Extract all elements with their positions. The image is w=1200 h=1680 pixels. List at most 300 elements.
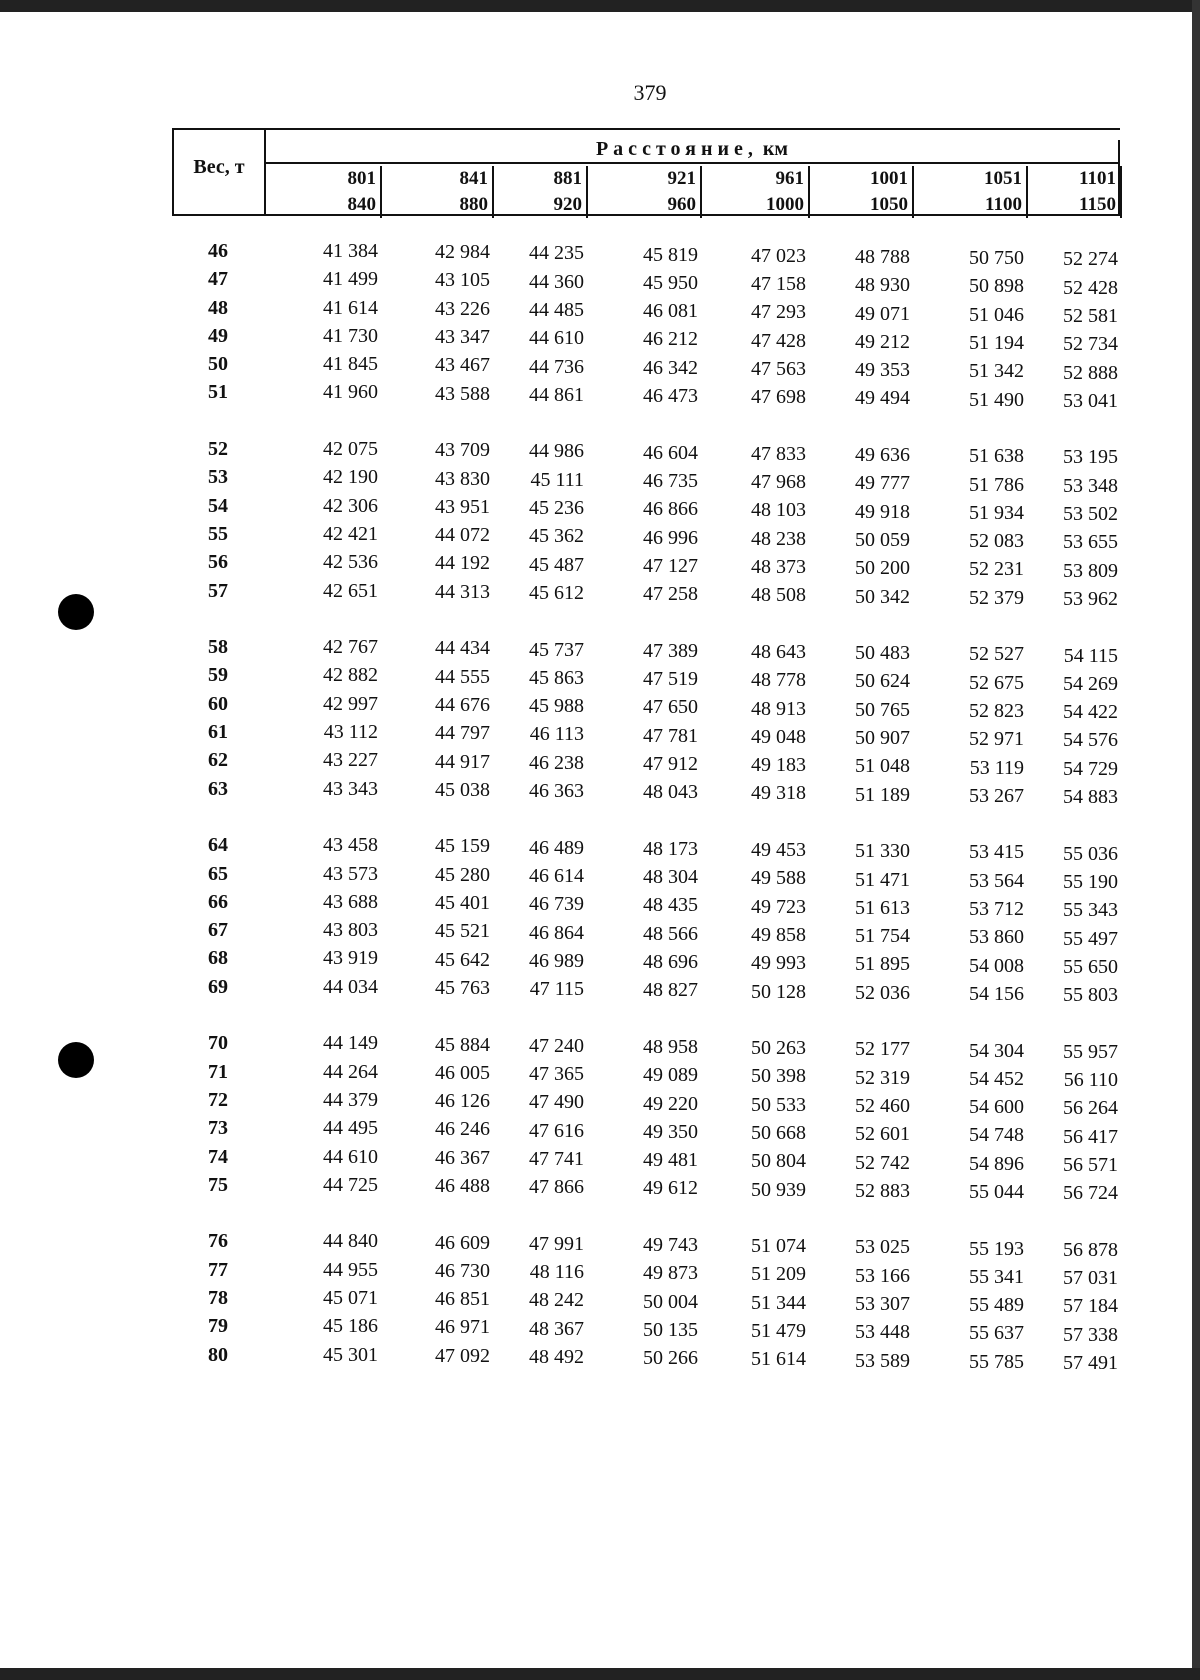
- value-cell: 43 227: [323, 749, 378, 772]
- value-cell: 43 830: [435, 467, 490, 490]
- value-cell: 49 048: [751, 725, 806, 748]
- value-cell: 53 166: [855, 1264, 910, 1287]
- value-cell: 51 490: [969, 388, 1024, 411]
- value-cell: 45 301: [323, 1343, 378, 1366]
- value-cell: 49 993: [751, 952, 806, 975]
- value-cell: 48 043: [643, 781, 698, 804]
- value-cell: 51 344: [751, 1291, 806, 1314]
- value-cell: 48 958: [643, 1035, 698, 1058]
- value-cell: 46 113: [529, 723, 584, 746]
- value-cell: 51 786: [969, 473, 1024, 496]
- value-cell: 45 071: [323, 1286, 378, 1309]
- value-cell: 46 489: [529, 836, 584, 859]
- value-cell: 42 536: [323, 551, 378, 574]
- value-cell: 55 036: [1063, 842, 1118, 865]
- value-cell: 44 360: [529, 270, 584, 293]
- weight-cell: 65: [208, 862, 228, 885]
- value-cell: 42 306: [323, 494, 378, 517]
- value-cell: 47 968: [751, 471, 806, 494]
- value-cell: 46 614: [529, 864, 584, 887]
- value-cell: 50 266: [643, 1347, 698, 1370]
- value-cell: 51 471: [855, 868, 910, 891]
- value-cell: 41 730: [323, 324, 378, 347]
- value-cell: 42 882: [323, 664, 378, 687]
- value-cell: 46 342: [643, 356, 698, 379]
- value-cell: 42 997: [323, 692, 378, 715]
- weight-cell: 50: [208, 353, 228, 376]
- value-cell: 44 313: [435, 580, 490, 603]
- value-cell: 55 190: [1063, 870, 1118, 893]
- value-cell: 44 917: [435, 750, 490, 773]
- table-row: [172, 1257, 1120, 1290]
- value-cell: 45 487: [529, 553, 584, 576]
- value-cell: 43 951: [435, 495, 490, 518]
- value-cell: 54 269: [1063, 672, 1118, 695]
- value-cell: 55 497: [1063, 927, 1118, 950]
- value-cell: 52 319: [855, 1066, 910, 1089]
- weight-cell: 68: [208, 947, 228, 970]
- weight-cell: 75: [208, 1173, 228, 1196]
- value-cell: 46 367: [435, 1146, 490, 1169]
- value-cell: 56 264: [1063, 1097, 1118, 1120]
- value-cell: 42 651: [323, 579, 378, 602]
- value-cell: 52 742: [855, 1151, 910, 1174]
- value-cell: 46 363: [529, 780, 584, 803]
- distance-title: Расстояние,: [595, 138, 758, 160]
- table-row: [172, 1342, 1120, 1374]
- weight-cell: 61: [208, 721, 228, 744]
- distance-header: [266, 138, 1118, 161]
- value-cell: 51 074: [751, 1235, 806, 1258]
- value-cell: 48 788: [855, 246, 910, 268]
- value-cell: 49 588: [751, 867, 806, 890]
- value-cell: 49 743: [643, 1233, 698, 1256]
- table-row: [172, 662, 1120, 695]
- value-cell: 52 888: [1063, 361, 1118, 384]
- value-cell: 48 508: [751, 584, 806, 607]
- value-cell: 45 863: [529, 666, 584, 689]
- value-cell: 52 036: [855, 981, 910, 1004]
- value-cell: 48 696: [643, 951, 698, 974]
- value-cell: 48 238: [751, 527, 806, 550]
- value-cell: 57 031: [1063, 1267, 1118, 1290]
- value-cell: 45 950: [643, 271, 698, 294]
- value-cell: 50 668: [751, 1122, 806, 1144]
- value-cell: 55 044: [969, 1180, 1024, 1203]
- value-cell: 53 962: [1063, 587, 1118, 610]
- value-cell: 43 919: [323, 947, 378, 970]
- value-cell: 45 038: [435, 778, 490, 801]
- value-cell: 56 110: [1063, 1069, 1118, 1091]
- range-to: 1150: [1079, 194, 1116, 215]
- value-cell: 48 492: [529, 1345, 584, 1368]
- weight-cell: 58: [208, 636, 228, 659]
- value-cell: 44 495: [323, 1117, 378, 1140]
- value-cell: 41 384: [323, 240, 378, 262]
- value-cell: 51 342: [969, 360, 1024, 383]
- value-cell: 51 613: [855, 896, 910, 919]
- value-cell: 51 330: [855, 840, 910, 863]
- weight-cell: 63: [208, 777, 228, 800]
- table-row: [172, 578, 1120, 610]
- value-cell: 48 373: [751, 556, 806, 579]
- value-cell: 46 996: [643, 526, 698, 549]
- value-cell: 46 609: [435, 1231, 490, 1254]
- value-cell: 47 650: [643, 696, 698, 719]
- range-from: 1101: [1079, 168, 1116, 189]
- weight-cell: 47: [208, 268, 228, 291]
- value-cell: 50 939: [751, 1178, 806, 1201]
- value-cell: 49 318: [751, 782, 806, 805]
- range-to: 920: [553, 194, 582, 215]
- table-row: [172, 493, 1120, 526]
- value-cell: 56 571: [1063, 1153, 1118, 1176]
- value-cell: 48 173: [643, 837, 698, 860]
- value-cell: 43 343: [323, 777, 378, 800]
- table-row: [172, 1285, 1120, 1318]
- value-cell: 46 851: [435, 1288, 490, 1311]
- table-row: [172, 861, 1120, 893]
- value-cell: 49 350: [643, 1120, 698, 1143]
- value-cell: 50 804: [751, 1150, 806, 1173]
- value-cell: 49 212: [855, 330, 910, 353]
- value-cell: 51 638: [969, 445, 1024, 468]
- weight-cell: 74: [208, 1145, 228, 1168]
- value-cell: 45 988: [529, 695, 584, 718]
- value-cell: 47 563: [751, 357, 806, 380]
- value-cell: 50 483: [855, 642, 910, 665]
- value-cell: 41 499: [323, 268, 378, 291]
- value-cell: 49 481: [643, 1149, 698, 1172]
- value-cell: 47 023: [751, 244, 806, 267]
- value-cell: 48 930: [855, 274, 910, 297]
- weight-cell: 66: [208, 890, 228, 913]
- value-cell: 49 353: [855, 359, 910, 382]
- value-cell: 53 860: [969, 926, 1024, 949]
- value-cell: 51 614: [751, 1348, 806, 1371]
- scan-right-border: [1192, 0, 1200, 1680]
- range-header-1: [394, 166, 494, 218]
- table-row: [172, 521, 1120, 554]
- value-cell: 53 655: [1063, 531, 1118, 554]
- value-cell: 50 200: [855, 557, 910, 580]
- scan-bottom-border: [0, 1668, 1200, 1680]
- weight-cell: 76: [208, 1230, 228, 1253]
- weight-cell: 64: [208, 834, 228, 857]
- tariff-table: [172, 238, 1120, 1374]
- value-cell: 53 502: [1063, 503, 1118, 526]
- table-row: [172, 1115, 1120, 1148]
- table-row: [172, 549, 1120, 582]
- value-cell: 54 422: [1063, 701, 1118, 724]
- value-cell: 53 589: [855, 1349, 910, 1372]
- value-cell: 46 739: [529, 893, 584, 916]
- value-cell: 44 555: [435, 665, 490, 688]
- value-cell: 53 564: [969, 869, 1024, 892]
- value-cell: 54 748: [969, 1124, 1024, 1147]
- range-from: 881: [553, 168, 582, 189]
- value-cell: 41 960: [323, 381, 378, 404]
- table-row: [172, 351, 1120, 384]
- value-cell: 44 434: [435, 637, 490, 660]
- value-cell: 52 581: [1063, 304, 1118, 327]
- table-row: [172, 889, 1120, 922]
- value-cell: 43 467: [435, 354, 490, 377]
- value-cell: 51 194: [969, 332, 1024, 355]
- weight-cell: 67: [208, 919, 228, 942]
- range-from: 1001: [870, 168, 908, 189]
- value-cell: 44 072: [435, 524, 490, 547]
- value-cell: 43 688: [323, 890, 378, 913]
- value-cell: 53 195: [1063, 446, 1118, 469]
- value-cell: 46 126: [435, 1090, 490, 1113]
- value-cell: 46 864: [529, 921, 584, 944]
- value-cell: 44 264: [323, 1060, 378, 1083]
- table-row: [172, 1030, 1120, 1063]
- value-cell: 49 777: [855, 472, 910, 495]
- weight-cell: 79: [208, 1315, 228, 1338]
- value-cell: 50 624: [855, 670, 910, 693]
- weight-cell: 77: [208, 1258, 228, 1281]
- weight-cell: 73: [208, 1117, 228, 1140]
- value-cell: 54 008: [969, 954, 1024, 977]
- table-row: [172, 1228, 1120, 1261]
- table-row: [172, 266, 1120, 299]
- value-cell: 44 192: [435, 552, 490, 575]
- weight-cell: 59: [208, 664, 228, 687]
- value-cell: 51 189: [855, 783, 910, 806]
- distance-unit: км: [762, 138, 789, 160]
- weight-cell: 48: [208, 296, 228, 319]
- weight-column-header: Вес, т: [193, 156, 245, 178]
- table-row: [172, 974, 1120, 1007]
- table-row: [172, 464, 1120, 497]
- value-cell: 51 209: [751, 1263, 806, 1286]
- value-cell: 44 034: [323, 975, 378, 998]
- value-cell: 44 379: [323, 1088, 378, 1111]
- table-row: [172, 691, 1120, 724]
- range-to: 840: [347, 194, 376, 215]
- value-cell: 44 725: [323, 1173, 378, 1196]
- value-cell: 48 913: [751, 697, 806, 720]
- value-cell: 55 957: [1063, 1040, 1118, 1063]
- value-cell: 47 389: [643, 639, 698, 662]
- value-cell: 41 845: [323, 353, 378, 376]
- value-cell: 47 741: [529, 1147, 584, 1170]
- value-cell: 44 676: [435, 693, 490, 716]
- value-cell: 44 797: [435, 722, 490, 745]
- value-cell: 48 367: [529, 1317, 584, 1340]
- value-cell: 57 338: [1063, 1323, 1118, 1346]
- value-cell: 50 004: [643, 1290, 698, 1313]
- value-cell: 47 365: [529, 1063, 584, 1085]
- value-cell: 53 119: [969, 756, 1024, 779]
- value-cell: 47 991: [529, 1232, 584, 1255]
- value-cell: 50 533: [751, 1093, 806, 1116]
- weight-cell: 56: [208, 551, 228, 574]
- value-cell: 52 823: [969, 699, 1024, 722]
- value-cell: 56 417: [1063, 1125, 1118, 1148]
- range-from: 961: [775, 168, 804, 189]
- value-cell: 50 765: [855, 698, 910, 721]
- value-cell: 51 934: [969, 501, 1024, 524]
- value-cell: 54 729: [1063, 757, 1118, 780]
- value-cell: 44 485: [529, 298, 584, 321]
- value-cell: 45 159: [435, 835, 490, 858]
- value-cell: 49 071: [855, 302, 910, 325]
- range-from: 841: [459, 168, 488, 189]
- value-cell: 48 778: [751, 669, 806, 692]
- value-cell: 53 712: [969, 898, 1024, 921]
- value-cell: 50 750: [969, 247, 1024, 270]
- table-row: [172, 634, 1120, 667]
- value-cell: 46 238: [529, 751, 584, 774]
- value-cell: 43 573: [323, 862, 378, 885]
- value-cell: 43 112: [323, 721, 378, 744]
- value-cell: 47 115: [529, 978, 584, 1001]
- weight-cell: 53: [208, 466, 228, 489]
- value-cell: 53 809: [1063, 559, 1118, 582]
- value-cell: 45 401: [435, 892, 490, 915]
- value-cell: 45 612: [529, 581, 584, 604]
- value-cell: 50 907: [855, 727, 910, 750]
- value-cell: 47 240: [529, 1034, 584, 1057]
- value-cell: 47 092: [435, 1344, 490, 1367]
- value-cell: 45 236: [529, 497, 584, 520]
- value-cell: 45 763: [435, 976, 490, 999]
- value-cell: 52 675: [969, 671, 1024, 694]
- range-from: 921: [667, 168, 696, 189]
- value-cell: 49 453: [751, 839, 806, 862]
- value-cell: 49 220: [643, 1092, 698, 1115]
- value-cell: 52 527: [969, 643, 1024, 666]
- value-cell: 46 005: [435, 1061, 490, 1084]
- value-cell: 46 246: [435, 1118, 490, 1141]
- table-row: [172, 1144, 1120, 1176]
- value-cell: 42 767: [323, 636, 378, 659]
- value-cell: 49 612: [643, 1177, 698, 1200]
- value-cell: 47 912: [643, 752, 698, 775]
- value-cell: 56 724: [1063, 1182, 1118, 1205]
- value-cell: 51 895: [855, 953, 910, 976]
- range-to: 1000: [766, 194, 804, 215]
- weight-cell: 70: [208, 1032, 228, 1055]
- range-header-7: [1022, 166, 1122, 218]
- weight-cell: 78: [208, 1286, 228, 1309]
- value-cell: 42 984: [435, 241, 490, 264]
- value-cell: 49 858: [751, 923, 806, 946]
- value-cell: 55 637: [969, 1322, 1024, 1345]
- value-cell: 44 610: [529, 327, 584, 350]
- value-cell: 52 460: [855, 1094, 910, 1117]
- weight-cell: 51: [208, 381, 228, 404]
- value-cell: 50 128: [751, 980, 806, 1003]
- value-cell: 52 428: [1063, 276, 1118, 299]
- weight-cell: 57: [208, 579, 228, 602]
- value-cell: 47 258: [643, 583, 698, 606]
- value-cell: 54 156: [969, 982, 1024, 1005]
- value-cell: 51 048: [855, 755, 910, 778]
- value-cell: 42 190: [323, 466, 378, 489]
- table-row: [172, 719, 1120, 752]
- table-row: [172, 917, 1120, 950]
- value-cell: 44 149: [323, 1032, 378, 1055]
- value-cell: 48 242: [529, 1289, 584, 1312]
- value-cell: 57 491: [1063, 1351, 1118, 1374]
- range-header-3: [602, 166, 702, 218]
- value-cell: 48 103: [751, 499, 806, 522]
- value-cell: 48 827: [643, 979, 698, 1002]
- value-cell: 52 274: [1063, 248, 1118, 271]
- value-cell: 47 781: [643, 724, 698, 747]
- value-cell: 47 616: [529, 1119, 584, 1142]
- scan-top-border: [0, 0, 1200, 12]
- value-cell: 55 341: [969, 1265, 1024, 1288]
- table-row: [172, 379, 1120, 412]
- value-cell: 45 362: [529, 525, 584, 548]
- value-cell: 55 489: [969, 1294, 1024, 1317]
- value-cell: 47 833: [751, 442, 806, 465]
- value-cell: 49 494: [855, 387, 910, 410]
- table-row: [172, 238, 1120, 271]
- value-cell: 43 226: [435, 297, 490, 320]
- value-cell: 46 081: [643, 300, 698, 323]
- value-cell: 44 861: [529, 383, 584, 406]
- value-cell: 52 177: [855, 1038, 910, 1061]
- value-cell: 46 212: [643, 328, 698, 351]
- range-from: 1051: [984, 168, 1022, 189]
- value-cell: 56 878: [1063, 1238, 1118, 1261]
- value-cell: 46 473: [643, 385, 698, 408]
- value-cell: 57 184: [1063, 1295, 1118, 1318]
- value-cell: 49 723: [751, 895, 806, 918]
- table-row: [172, 1087, 1120, 1120]
- value-cell: 55 650: [1063, 955, 1118, 978]
- value-cell: 48 643: [751, 640, 806, 663]
- value-cell: 44 235: [529, 242, 584, 265]
- value-cell: 50 342: [855, 585, 910, 608]
- value-cell: 49 089: [643, 1064, 698, 1087]
- table-row: [172, 1313, 1120, 1346]
- value-cell: 50 398: [751, 1065, 806, 1088]
- value-cell: 43 458: [323, 834, 378, 857]
- table-row: [172, 832, 1120, 865]
- value-cell: 46 488: [435, 1174, 490, 1197]
- value-cell: 52 231: [969, 558, 1024, 581]
- weight-cell: 54: [208, 494, 228, 517]
- value-cell: 45 642: [435, 948, 490, 971]
- range-from: 801: [347, 168, 376, 189]
- range-header-5: [814, 166, 914, 218]
- value-cell: 49 183: [751, 754, 806, 777]
- value-cell: 47 428: [751, 329, 806, 352]
- weight-cell: 52: [208, 438, 228, 461]
- value-cell: 52 883: [855, 1179, 910, 1202]
- value-cell: 45 186: [323, 1315, 378, 1338]
- range-to: 1100: [985, 194, 1022, 215]
- value-cell: 52 379: [969, 586, 1024, 609]
- range-to: 880: [459, 194, 488, 215]
- value-cell: 42 075: [323, 438, 378, 461]
- value-cell: 43 709: [435, 439, 490, 462]
- value-cell: 51 479: [751, 1320, 806, 1343]
- value-cell: 47 293: [751, 301, 806, 324]
- value-cell: 46 971: [435, 1316, 490, 1339]
- weight-cell: 60: [208, 692, 228, 715]
- value-cell: 47 490: [529, 1091, 584, 1114]
- value-cell: 49 873: [643, 1262, 698, 1285]
- value-cell: 47 866: [529, 1176, 584, 1199]
